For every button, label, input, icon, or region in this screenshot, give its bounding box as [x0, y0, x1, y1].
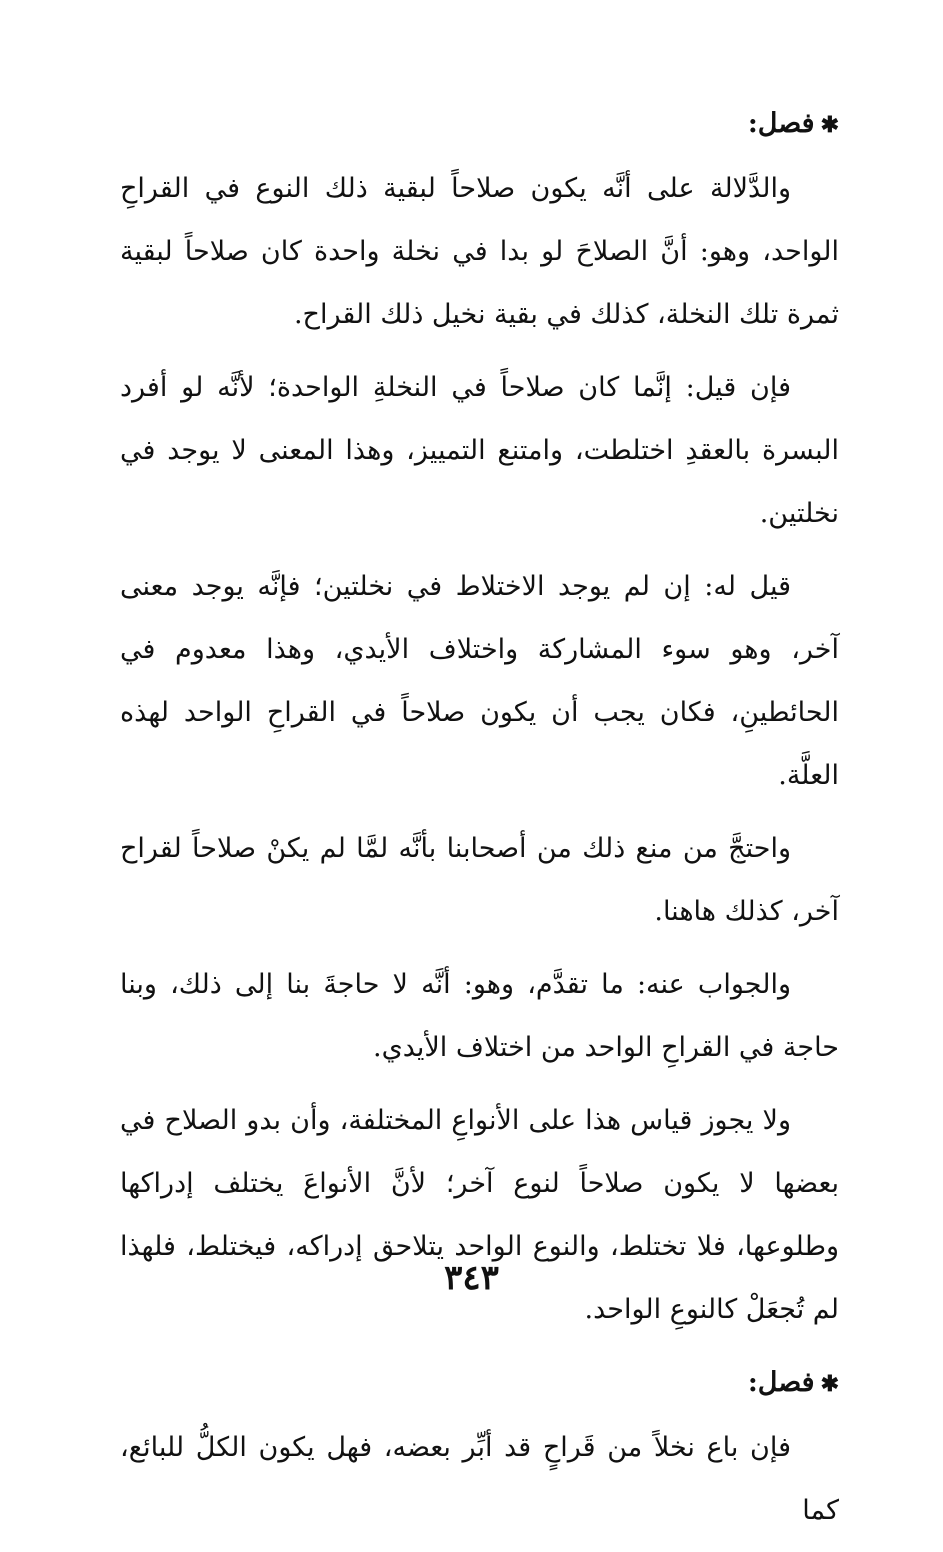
paragraph: والجواب عنه: ما تقدَّم، وهو: أنَّه لا حاجةَ بنا إلى ذلك، وبنا حاجة في القراحِ الواحد من اختلاف الأيدي.	[120, 969, 839, 1063]
section-heading	[120, 1351, 839, 1416]
paragraph: واحتجَّ من منع ذلك من أصحابنا بأنَّه لمَّا لم يكنْ صلاحاً لقراح آخر، كذلك هاهنا.	[120, 833, 839, 927]
paragraph: والدَّلالة على أنَّه يكون صلاحاً لبقية ذلك النوع في القراحِ الواحد، وهو: أنَّ الصلاحَ لو بدا في نخلة واحدة كان صلاحاً لبقية ثمرة تلك النخلة، كذلك في بقية نخيل ذلك القراح.	[120, 173, 839, 330]
page-number: ٣٤٣	[444, 1258, 499, 1298]
paragraph: فإن باع نخلاً من قَراحٍ قد أبِّر بعضه، فهل يكون الكلُّ للبائع، كما	[120, 1432, 839, 1526]
asterisk-icon: ✱	[820, 1371, 839, 1397]
section-heading	[120, 92, 839, 157]
section-2	[120, 1351, 839, 1542]
section-heading-text: فصل:	[747, 108, 815, 139]
paragraph: ولا يجوز قياس هذا على الأنواعِ المختلفة، وأن بدو الصلاح في بعضها لا يكون صلاحاً لنوع آخر؛ لأنَّ الأنواعَ يختلف إدراكها وطلوعها، فلا تختلط، والنوع الواحد يتلاحق إدراكه، فيختلط، فلهذا لم تُجعَلْ كالنوعِ الواحد.	[120, 1105, 839, 1325]
paragraph: قيل له: إن لم يوجد الاختلاط في نخلتين؛ فإنَّه يوجد معنى آخر، وهو سوء المشاركة واختلاف الأيدي، وهذا معدوم في الحائطينِ، فكان يجب أن يكون صلاحاً في القراحِ الواحد لهذه العلَّة.	[120, 571, 839, 791]
page-body	[120, 92, 839, 1552]
paragraph: فإن قيل: إنَّما كان صلاحاً في النخلةِ الواحدة؛ لأنَّه لو أفرد البسرة بالعقدِ اختلطت، وامتنع التمييز، وهذا المعنى لا يوجد في نخلتين.	[120, 372, 839, 529]
asterisk-icon: ✱	[820, 112, 839, 138]
section-heading-text: فصل:	[747, 1367, 815, 1398]
section-1	[120, 92, 839, 1341]
